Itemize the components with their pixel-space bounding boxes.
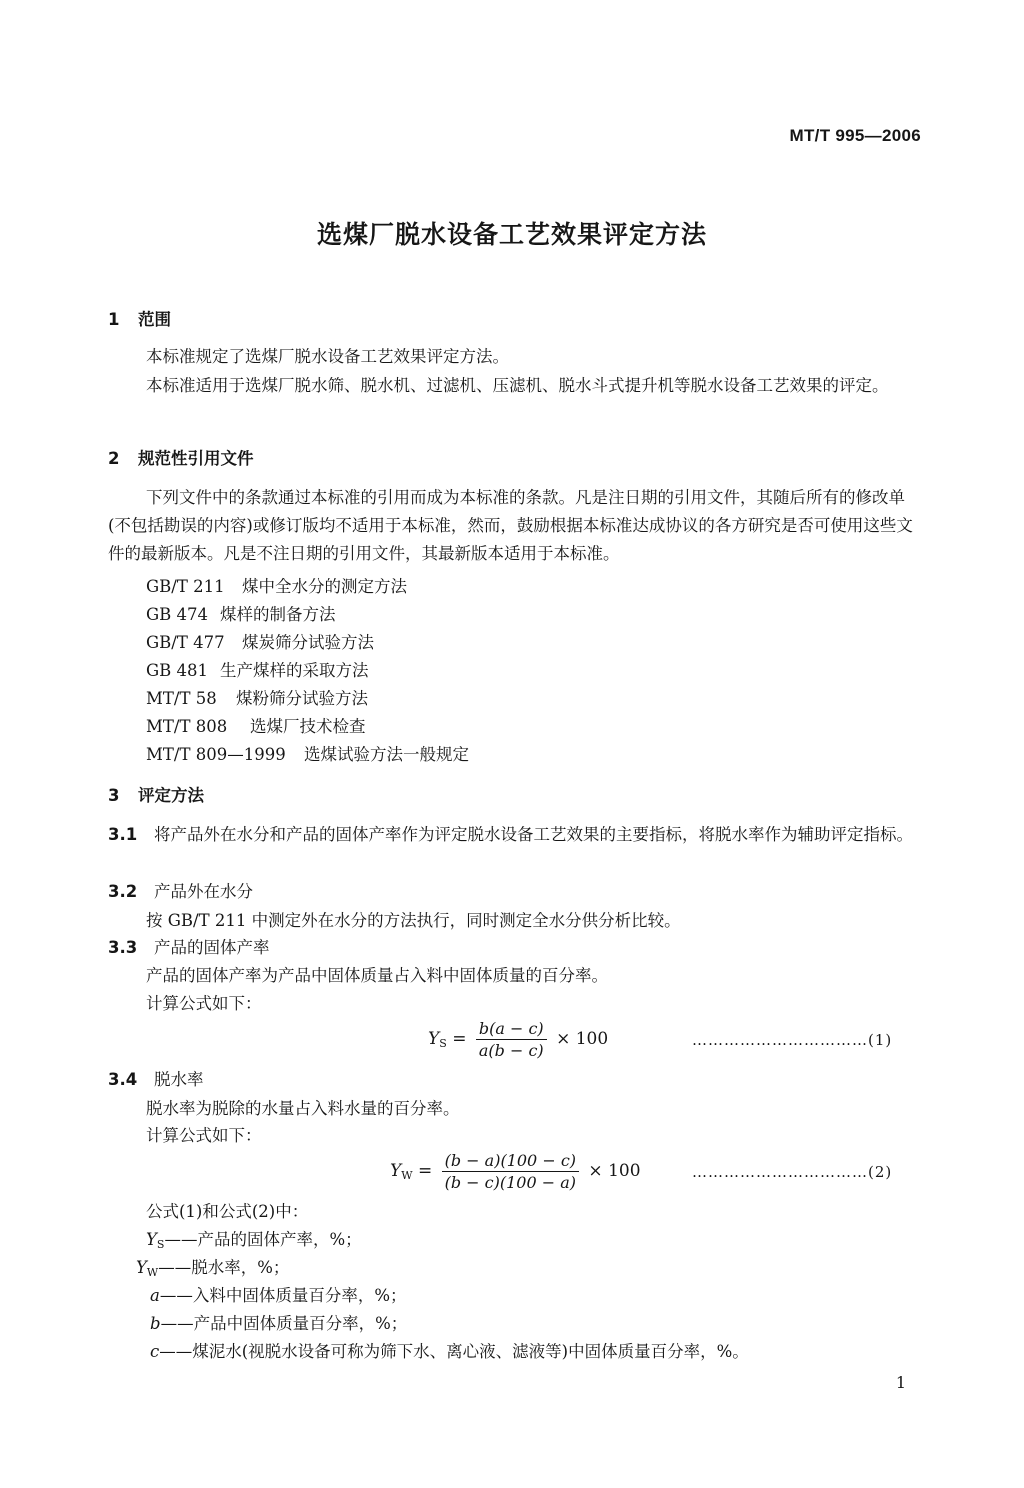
reference-name: 生产煤样的采取方法 — [220, 661, 369, 680]
reference-code: MT/T 58 — [146, 689, 217, 708]
reference-item — [146, 685, 368, 709]
definition-text: ——入料中固体质量百分率，%； — [159, 1286, 407, 1305]
section-2-heading — [108, 445, 254, 469]
formula-lhs: Y — [428, 1029, 440, 1049]
section-3-heading — [108, 782, 204, 806]
reference-item — [146, 573, 407, 597]
section-number: 2 — [108, 449, 120, 468]
definition-symbol: Y — [146, 1230, 157, 1249]
definition-item — [150, 1310, 407, 1338]
page-number: 1 — [895, 1373, 906, 1392]
paragraph: 本标准适用于选煤厂脱水筛、脱水机、过滤机、压滤机、脱水斗式提升机等脱水设备工艺效果的评定。 — [146, 376, 889, 395]
formula-lhs-subscript: W — [401, 1169, 413, 1182]
definition-text: ——产品的固体产率，%； — [164, 1230, 362, 1249]
definition-item — [150, 1338, 749, 1366]
reference-name: 选煤试验方法一般规定 — [304, 745, 469, 764]
clause-title: 产品外在水分 — [154, 882, 253, 901]
definition-subscript: S — [156, 1238, 165, 1251]
reference-code: GB/T 211 — [146, 577, 225, 596]
definition-symbol: c — [150, 1342, 160, 1361]
formula-fraction — [476, 1019, 547, 1060]
formula-lhs-subscript: S — [439, 1037, 447, 1050]
section-number: 3 — [108, 786, 120, 805]
clause-title: 产品的固体产率 — [154, 938, 270, 957]
paragraph: 脱水率为脱除的水量占入料水量的百分率。 — [146, 1099, 460, 1118]
reference-name: 选煤厂技术检查 — [250, 717, 366, 736]
equals-sign: = — [452, 1029, 467, 1049]
section-title: 规范性引用文件 — [138, 449, 254, 468]
formula-numerator: (b − a)(100 − c) — [442, 1151, 579, 1172]
equation-number: ……………………………(2) — [692, 1163, 893, 1181]
definition-text: ——脱水率，%； — [158, 1258, 290, 1277]
reference-name: 煤中全水分的测定方法 — [242, 577, 407, 596]
section-title: 范围 — [138, 310, 171, 329]
clause-title: 脱水率 — [154, 1070, 204, 1089]
definition-symbol: a — [150, 1286, 160, 1305]
section-number: 1 — [108, 310, 120, 329]
clause-3-1 — [108, 821, 920, 849]
section-1-heading — [108, 306, 171, 330]
definition-text: ——煤泥水(视脱水设备可称为筛下水、离心液、滤液等)中固体质量百分率，%。 — [159, 1342, 749, 1361]
document-title: 选煤厂脱水设备工艺效果评定方法 — [316, 220, 707, 249]
definition-item — [150, 1282, 407, 1310]
reference-item — [146, 601, 336, 625]
formula-lhs: Y — [390, 1161, 402, 1181]
reference-item — [146, 629, 374, 653]
standard-code: MT/T 995—2006 — [789, 126, 921, 145]
formula-1 — [428, 1019, 608, 1060]
formula-intro: 计算公式如下： — [146, 994, 262, 1013]
reference-code: MT/T 808 — [146, 717, 228, 736]
paragraph: 产品的固体产率为产品中固体质量占入料中固体质量的百分率。 — [146, 966, 608, 985]
reference-item — [146, 713, 366, 737]
reference-name: 煤样的制备方法 — [220, 605, 336, 624]
reference-code: MT/T 809—1999 — [146, 745, 286, 764]
formula-multiplier: × 100 — [588, 1161, 641, 1181]
formula-numerator: b(a − c) — [476, 1019, 547, 1040]
reference-code: GB 481 — [146, 661, 209, 680]
formula-fraction — [442, 1151, 579, 1192]
clause-3-3-heading — [108, 934, 270, 962]
definition-text: ——产品中固体质量百分率，%； — [160, 1314, 408, 1333]
clause-3-2-heading — [108, 878, 253, 906]
formula-multiplier: × 100 — [556, 1029, 609, 1049]
paragraph: 本标准规定了选煤厂脱水设备工艺效果评定方法。 — [146, 347, 509, 366]
clause-3-4-heading — [108, 1066, 204, 1094]
definition-symbol: b — [150, 1314, 161, 1333]
formula-denominator: (b − c)(100 − a) — [444, 1173, 577, 1192]
reference-name: 煤粉筛分试验方法 — [236, 689, 368, 708]
definition-symbol: Y — [136, 1258, 147, 1277]
clause-number: 3.3 — [108, 938, 138, 957]
section-title: 评定方法 — [138, 786, 204, 805]
formula-2 — [390, 1151, 641, 1192]
equals-sign: = — [417, 1161, 433, 1181]
reference-item — [146, 657, 369, 681]
formula-denominator: a(b − c) — [478, 1041, 544, 1060]
reference-name: 煤炭筛分试验方法 — [242, 633, 374, 652]
formula-intro: 计算公式如下： — [146, 1126, 262, 1145]
paragraph: 下列文件中的条款通过本标准的引用而成为本标准的条款。凡是注日期的引用文件，其随后所有的修改单(不包括勘误的内容)或修订版均不适用于本标准，然而，鼓励根据本标准达成协议的各方研究是否可使用这些文件的最新版本。凡是不注日期的引用文件，其最新版本适用于本标准。 — [108, 488, 913, 563]
reference-item — [146, 741, 469, 765]
clause-number: 3.4 — [108, 1070, 138, 1089]
definition-subscript: W — [146, 1266, 159, 1279]
definitions-intro: 公式(1)和公式(2)中： — [146, 1202, 309, 1221]
reference-code: GB/T 477 — [146, 633, 225, 652]
clause-number: 3.2 — [108, 882, 138, 901]
paragraph: 按 GB/T 211 中测定外在水分的方法执行，同时测定全水分供分析比较。 — [146, 911, 681, 930]
clause-number: 3.1 — [108, 825, 138, 844]
reference-code: GB 474 — [146, 605, 209, 624]
clause-text: 将产品外在水分和产品的固体产率作为评定脱水设备工艺效果的主要指标，将脱水率作为辅助评定指标。 — [154, 825, 913, 844]
equation-number: ……………………………(1) — [692, 1031, 893, 1049]
